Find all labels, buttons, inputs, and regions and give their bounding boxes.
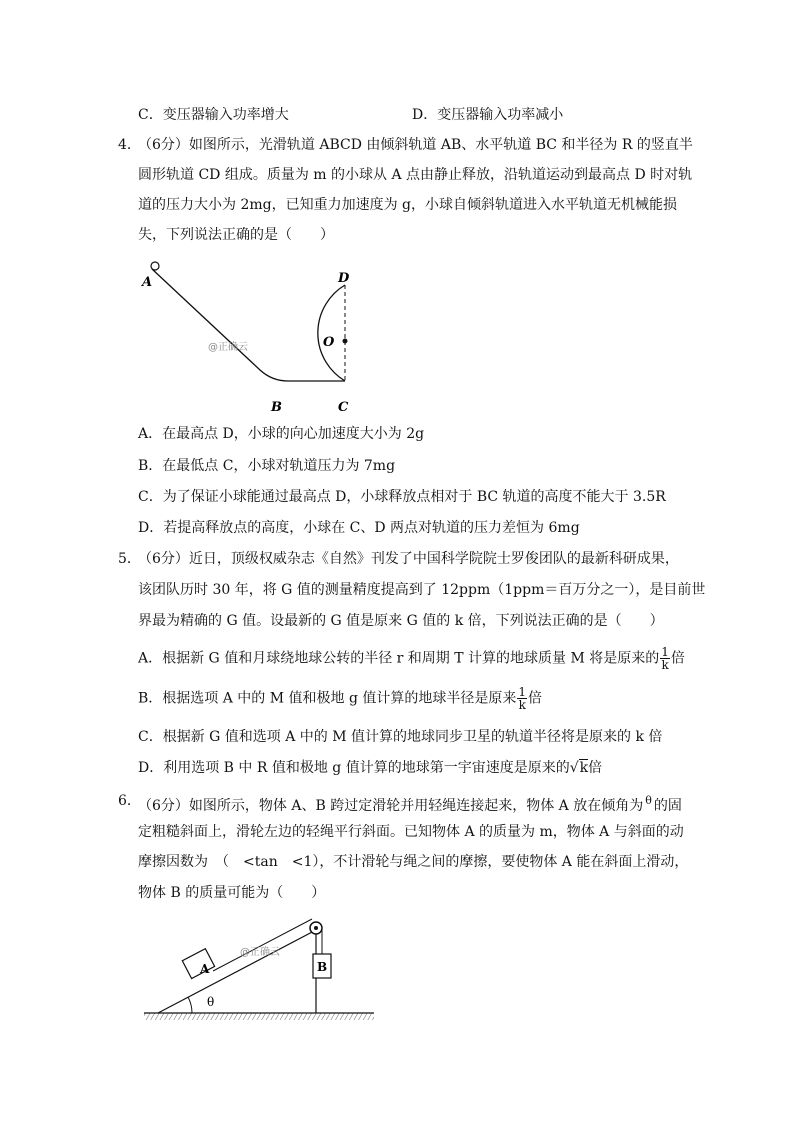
q3-option-d: D．变压器输入功率减小 bbox=[412, 107, 564, 123]
q6-number: 6． bbox=[118, 793, 141, 809]
label-b: B bbox=[317, 960, 328, 974]
q4-stem-line2: 圆形轨道 CD 组成。质量为 m 的小球从 A 点由静止释放，沿轨道运动到最高点 D 时对轨 bbox=[138, 167, 693, 183]
q4-option-c: C．为了保证小球能通过最高点 D，小球释放点相对于 BC 轨道的高度不能大于 3.5R bbox=[138, 489, 666, 505]
fraction: $\frac{1}{k}$ bbox=[518, 685, 527, 712]
q5-number: 5． bbox=[118, 551, 141, 567]
sqrt-k: k bbox=[579, 760, 589, 776]
q6-stem-line4: 物体 B 的质量可能为（ ） bbox=[138, 885, 326, 901]
q4-track-figure bbox=[130, 255, 430, 415]
q6-stem-line2: 定粗糙斜面上，滑轮左边的轻绳平行斜面。已知物体 A 的质量为 m，物体 A 与斜面的动 bbox=[138, 824, 684, 840]
q4-stem-line1: （6分）如图所示，光滑轨道 ABCD 由倾斜轨道 AB、水平轨道 BC 和半径为 R 的竖直半 bbox=[138, 137, 693, 153]
fraction: $\frac{1}{k}$ bbox=[661, 645, 669, 672]
q4-option-d: D．若提高释放点的高度，小球在 C、D 两点对轨道的压力差恒为 6mg bbox=[138, 520, 580, 536]
label-c: C bbox=[338, 400, 349, 415]
q4-number: 4． bbox=[118, 137, 141, 153]
q5-stem-line3: 界最为精确的 G 值。设最新的 G 值是原来 G 值的 k 倍，下列说法正确的是（ ） bbox=[138, 613, 664, 629]
q5-option-d-text: D．利用选项 B 中 R 值和极地 g 值计算的地球第一宇宙速度是原来的 bbox=[138, 760, 570, 776]
q5-option-d: D．利用选项 B 中 R 值和极地 g 值计算的地球第一宇宙速度是原来的√k倍 bbox=[138, 760, 603, 776]
pulley-axle bbox=[314, 926, 318, 930]
block-a bbox=[182, 949, 214, 979]
q5-option-b: B．根据选项 A 中的 M 值和极地 g 值计算的地球半径是原来 $\frac{1}{k}$ 倍 bbox=[138, 685, 543, 712]
q5-stem-line2: 该团队历时 30 年，将 G 值的测量精度提高到了 12ppm（1ppm＝百万分之一），是目前世 bbox=[138, 582, 706, 598]
q5-option-a-text: A．根据新 G 值和月球绕地球公转的半径 r 和周期 T 计算的地球质量 M 将是原来的 bbox=[138, 650, 660, 667]
q5-stem-line1: （6分）近日，顶级权威杂志《自然》刊发了中国科学院院士罗俊团队的最新科研成果， bbox=[138, 551, 679, 567]
q5-option-c: C．根据新 G 值和选项 A 中的 M 值计算的地球同步卫星的轨道半径将是原来的 k 倍 bbox=[138, 729, 663, 745]
angle-arc bbox=[188, 997, 192, 1013]
watermark: @正确云 bbox=[208, 342, 248, 353]
ground-hatch bbox=[144, 1013, 374, 1020]
q5-option-b-text: B．根据选项 A 中的 M 值和极地 g 值计算的地球半径是原来 bbox=[138, 690, 517, 707]
q5-option-a: A．根据新 G 值和月球绕地球公转的半径 r 和周期 T 计算的地球质量 M 将是原来的 $\frac{1}{k}$ 倍 bbox=[138, 645, 685, 672]
track-cd bbox=[318, 285, 345, 381]
q6-stem-line3: 摩擦因数为 （ <tan <1），不计滑轮与绳之间的摩擦，要使物体 A 能在斜面上滑动， bbox=[138, 854, 689, 870]
q4-stem-line3: 道的压力大小为 2mg，已知重力加速度为 g，小球自倾斜轨道进入水平轨道无机械能损 bbox=[138, 197, 678, 213]
label-o: O bbox=[323, 335, 335, 350]
q3-option-c: C．变压器输入功率增大 bbox=[138, 107, 289, 123]
q6-incline-figure bbox=[140, 910, 380, 1030]
theta-symbol: θ bbox=[645, 794, 652, 807]
label-theta: θ bbox=[207, 995, 215, 1009]
q4-option-a: A．在最高点 D，小球的向心加速度大小为 2g bbox=[138, 426, 425, 442]
rope-left bbox=[213, 919, 312, 971]
label-b: B bbox=[271, 400, 282, 415]
track-abc bbox=[152, 269, 345, 381]
q4-option-b: B．在最低点 C，小球对轨道压力为 7mg bbox=[138, 458, 396, 474]
label-d: D bbox=[338, 271, 350, 286]
center-o bbox=[343, 339, 348, 344]
q6-stem-line1: （6分）如图所示，物体 A、B 跨过定滑轮并用轻绳连接起来，物体 A 放在倾角为 $^\theta$ 的固 bbox=[138, 794, 682, 814]
incline bbox=[158, 930, 316, 1013]
q4-stem-line4: 失，下列说法正确的是（ ） bbox=[138, 227, 334, 243]
watermark: @正确云 bbox=[240, 947, 280, 958]
label-a: A bbox=[142, 275, 153, 290]
label-a: A bbox=[200, 962, 210, 976]
